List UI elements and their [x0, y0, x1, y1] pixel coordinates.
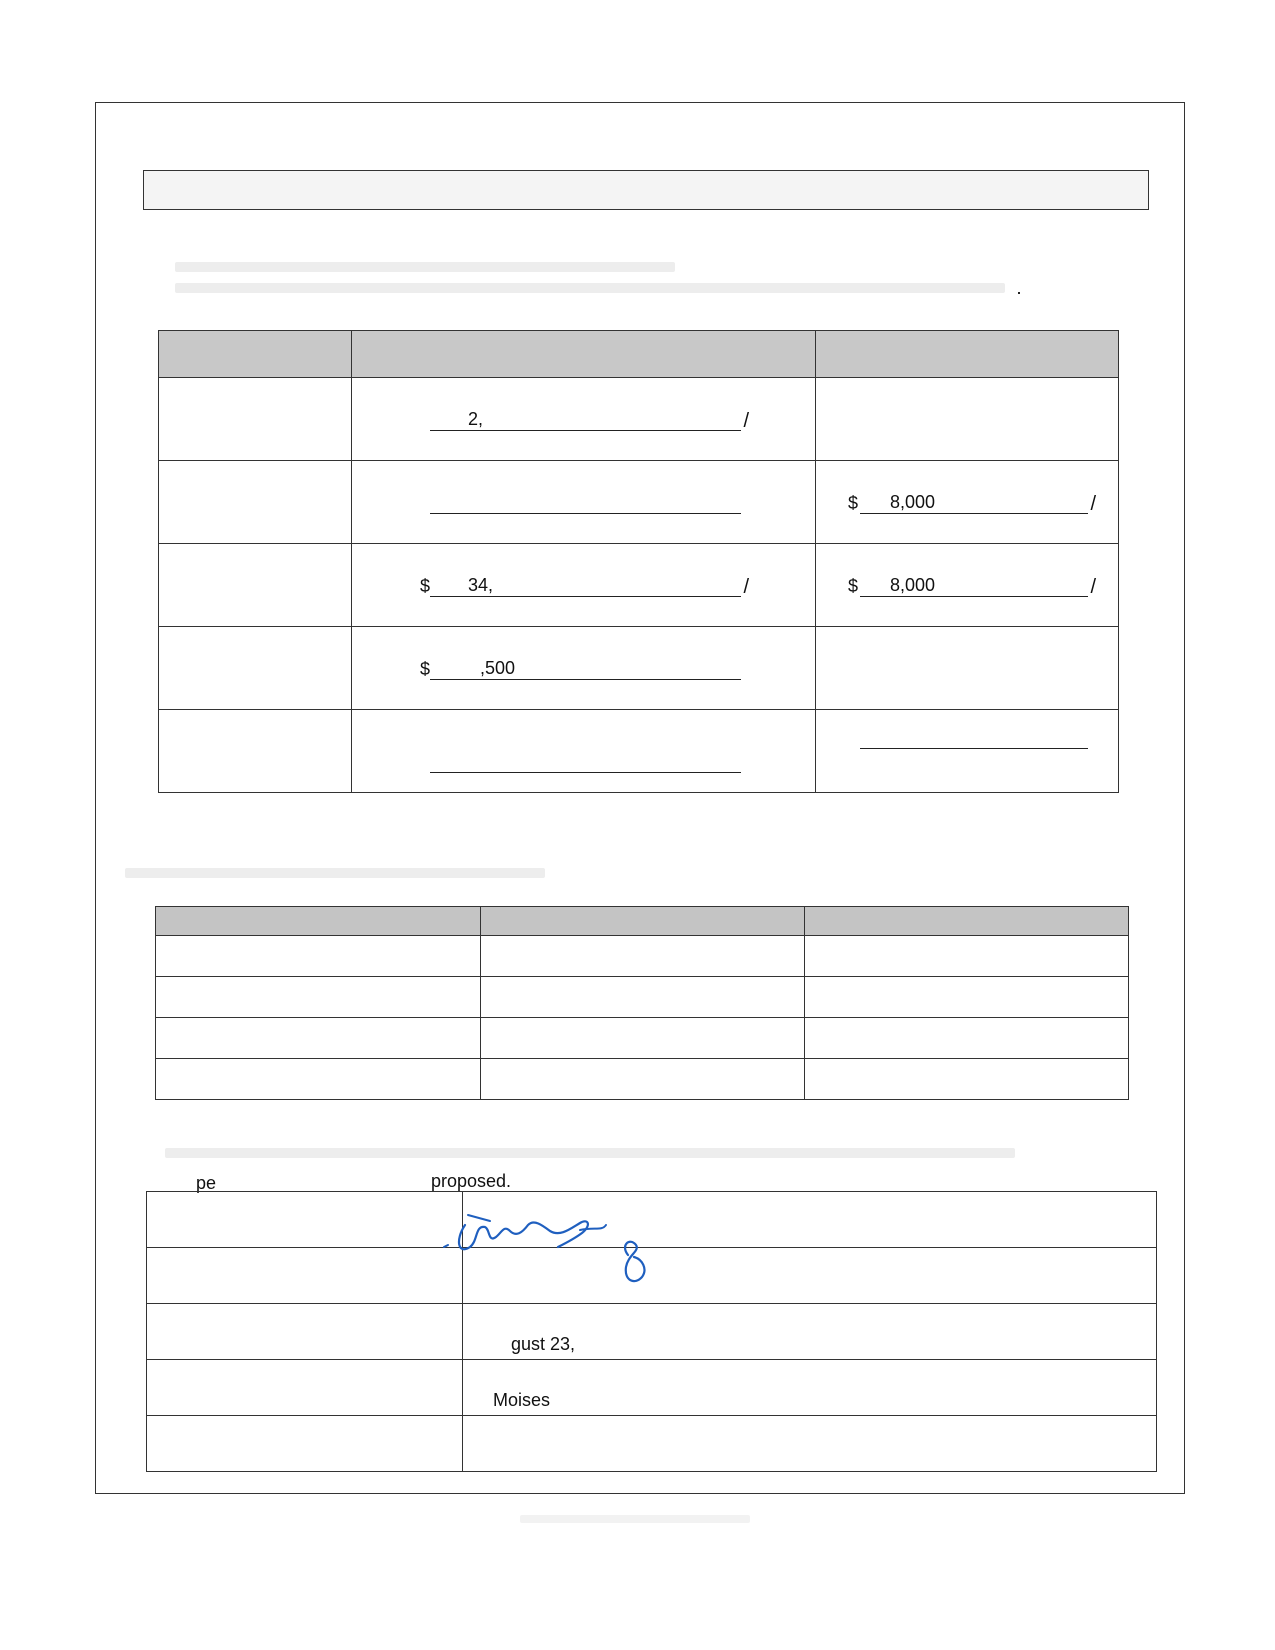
- faded-instruction-line: [175, 283, 1005, 293]
- intro-text-fragment: pe: [196, 1173, 217, 1193]
- fee-table-header-cell: [159, 331, 352, 378]
- year-cell: [159, 627, 352, 710]
- year-cell: [159, 710, 352, 793]
- fee-table-header-cell: [816, 331, 1119, 378]
- table-row: [159, 378, 1119, 461]
- label-cell: [147, 1304, 463, 1360]
- initial-mark: /: [743, 410, 749, 432]
- fee-table-header-cell: [352, 331, 816, 378]
- handwritten-signature: [430, 1185, 680, 1295]
- max-fee-field: [420, 657, 741, 680]
- bonus-cell: [816, 544, 1119, 627]
- faded-instruction-line: [175, 262, 675, 272]
- year-cell: [159, 378, 352, 461]
- table-row: [159, 710, 1119, 793]
- date-cell: [463, 1304, 1157, 1360]
- label-cell: [147, 1248, 463, 1304]
- max-fee-field: [420, 574, 749, 598]
- table-row: [147, 1416, 1157, 1472]
- max-fee-field: [430, 408, 749, 432]
- label-cell: [147, 1360, 463, 1416]
- intro-text-fragment: proposed.: [431, 1171, 512, 1191]
- max-fee-value: 34,: [468, 575, 494, 595]
- max-fee-cell: [352, 627, 816, 710]
- table-row: [156, 1059, 1129, 1100]
- bonus-value: 8,000: [890, 575, 936, 595]
- bonus-cell: [816, 378, 1119, 461]
- table-row: [156, 977, 1129, 1018]
- dollar-sign: $: [420, 576, 431, 596]
- max-fee-field: [430, 750, 741, 773]
- bonus-value: 8,000: [890, 492, 936, 512]
- table-row: [159, 461, 1119, 544]
- initial-mark: /: [1090, 576, 1096, 598]
- bonus-field: [860, 726, 1088, 749]
- year-cell: [159, 544, 352, 627]
- date-value: gust 23,: [511, 1334, 576, 1354]
- staff-table-header-cell: [156, 907, 481, 936]
- dollar-sign: $: [848, 576, 859, 596]
- staff-table: [155, 906, 1129, 1100]
- faded-statement-line: [165, 1148, 1015, 1158]
- name-value: Moises: [493, 1390, 551, 1410]
- title-bar: [143, 170, 1149, 210]
- dollar-sign: $: [848, 493, 859, 513]
- table-row: [147, 1304, 1157, 1360]
- table-row: [159, 627, 1119, 710]
- max-fee-value: ,500: [480, 658, 516, 678]
- table-row: [156, 936, 1129, 977]
- name-cell: [463, 1360, 1157, 1416]
- staff-table-header-cell: [481, 907, 805, 936]
- fee-table: [158, 330, 1119, 793]
- initial-mark: /: [1090, 493, 1096, 515]
- bonus-field: [848, 574, 1096, 598]
- label-cell: [147, 1192, 463, 1248]
- faded-footer: [520, 1515, 750, 1523]
- year-cell: [159, 461, 352, 544]
- max-fee-cell: [352, 710, 816, 793]
- dollar-sign: $: [420, 659, 431, 679]
- table-row: [159, 544, 1119, 627]
- bonus-cell: [816, 627, 1119, 710]
- max-fee-value: 2,: [468, 409, 484, 429]
- max-fee-field: [430, 491, 741, 514]
- value-cell: [463, 1416, 1157, 1472]
- staff-table-header-cell: [805, 907, 1129, 936]
- faded-section-heading: [125, 868, 545, 878]
- max-fee-cell: [352, 378, 816, 461]
- max-fee-cell: [352, 544, 816, 627]
- max-fee-cell: [352, 461, 816, 544]
- bonus-field: [848, 491, 1096, 515]
- period-mark: [1018, 292, 1020, 294]
- label-cell: [147, 1416, 463, 1472]
- bonus-cell: [816, 461, 1119, 544]
- table-row: [156, 1018, 1129, 1059]
- bonus-cell: [816, 710, 1119, 793]
- table-row: [147, 1360, 1157, 1416]
- initial-mark: /: [743, 576, 749, 598]
